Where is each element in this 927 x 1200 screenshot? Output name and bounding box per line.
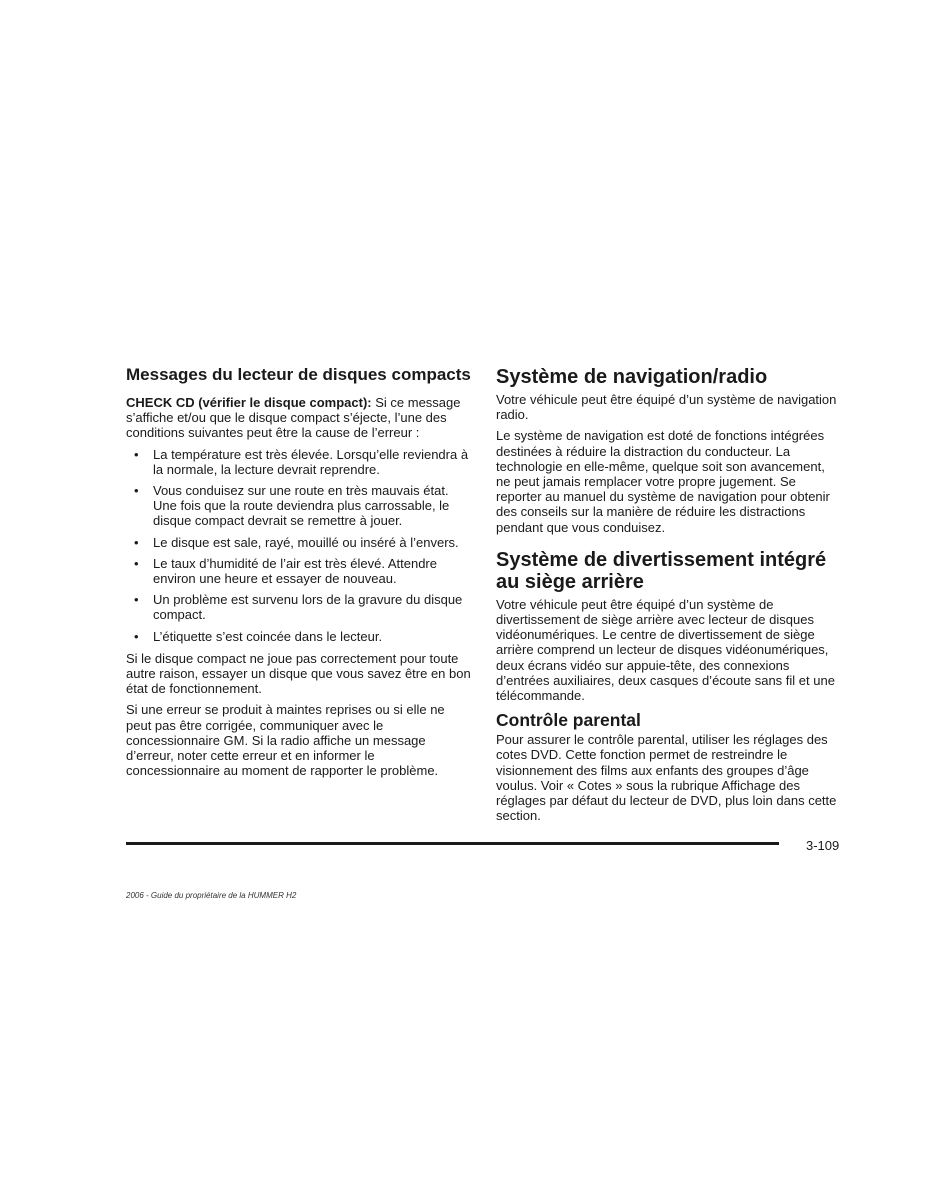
list-item <box>126 629 472 644</box>
repeated-error-paragraph: Si une erreur se produit à maintes reprises ou si elle ne peut pas être corrigée, communiquer avec le concessionnaire GM. Si la radio affiche un message d’erreur, noter cette erreur et en informer le concessionnaire au moment de rapporter le problème. <box>126 702 445 779</box>
navigation-radio-heading: Système de navigation/radio <box>496 366 768 388</box>
check-cd-text: Si ce message s’affiche et/ou que le disque compact s’éjecte, l’une des conditions suivantes peut être la cause de l’erreur : <box>126 395 461 441</box>
right-column <box>496 366 842 829</box>
parental-control-heading: Contrôle parental <box>496 710 641 731</box>
navigation-intro-paragraph: Votre véhicule peut être équipé d’un système de navigation radio. <box>496 392 837 423</box>
page-number: 3-109 <box>806 838 840 853</box>
check-cd-paragraph <box>126 395 472 441</box>
bullet-icon: • <box>134 592 139 608</box>
list-item <box>126 556 472 586</box>
list-item-text: Le disque est sale, rayé, mouillé ou inséré à l’envers. <box>153 534 459 550</box>
bullet-icon: • <box>134 446 139 462</box>
error-causes-list <box>126 447 472 644</box>
list-item <box>126 447 472 477</box>
list-item <box>126 535 472 550</box>
check-cd-label: CHECK CD (vérifier le disque compact): <box>126 395 372 410</box>
list-item <box>126 483 472 529</box>
document-footer: 2006 - Guide du propriétaire de la HUMMER H2 <box>126 891 297 900</box>
cd-messages-heading: Messages du lecteur de disques compacts <box>126 365 471 384</box>
list-item-text: Vous conduisez sur une route en très mauvais état. Une fois que la route deviendra plus carrossable, le disque compact devrait se remettre à jouer. <box>153 483 450 529</box>
navigation-details-paragraph: Le système de navigation est doté de fonctions intégrées destinées à réduire la distraction du conducteur. La technologie en elle-même, quelque soit son avancement, ne peut jamais remplacer votre propre jugement. Se reporter au manuel du système de navigation pour obtenir des conseils sur la manière de réduire les distractions pendant que vous conduisez. <box>496 428 830 535</box>
list-item-text: Le taux d’humidité de l’air est très élevé. Attendre environ une heure et essayer de nouveau. <box>153 555 437 587</box>
list-item-text: Un problème est survenu lors de la gravure du disque compact. <box>153 592 463 623</box>
parental-control-paragraph: Pour assurer le contrôle parental, utiliser les réglages des cotes DVD. Cette fonction permet de restreindre le visionnement des films aux enfants des groupes d’âge voulus. Voir « Cotes » sous la rubrique Affichage des réglages par défaut du lecteur de DVD, plus loin dans cette section. <box>496 732 837 824</box>
left-column <box>126 366 472 784</box>
bullet-icon: • <box>134 483 139 499</box>
bullet-icon: • <box>134 628 139 644</box>
bullet-icon: • <box>134 555 139 571</box>
rear-entertainment-paragraph: Votre véhicule peut être équipé d’un système de divertissement de siège arrière avec lecteur de disques vidéonumériques. Le centre de divertissement de siège arrière comprend un lecteur de disques vidéonumériques, deux écrans vidéo sur appuie-tête, des connexions d’entrées auxiliaires, deux casques d’écoute sans fil et une télécommande. <box>496 596 835 704</box>
other-reason-paragraph: Si le disque compact ne joue pas correctement pour toute autre raison, essayer un disque que vous savez être en bon état de fonctionnement. <box>126 650 471 697</box>
list-item <box>126 592 472 622</box>
list-item-text: La température est très élevée. Lorsqu’elle reviendra à la normale, la lecture devrait reprendre. <box>153 446 469 477</box>
list-item-text: L’étiquette s’est coincée dans le lecteur. <box>153 628 383 644</box>
footer-rule <box>126 842 779 845</box>
bullet-icon: • <box>134 534 139 550</box>
rear-entertainment-heading: Système de divertissement intégré au siège arrière <box>496 548 827 593</box>
